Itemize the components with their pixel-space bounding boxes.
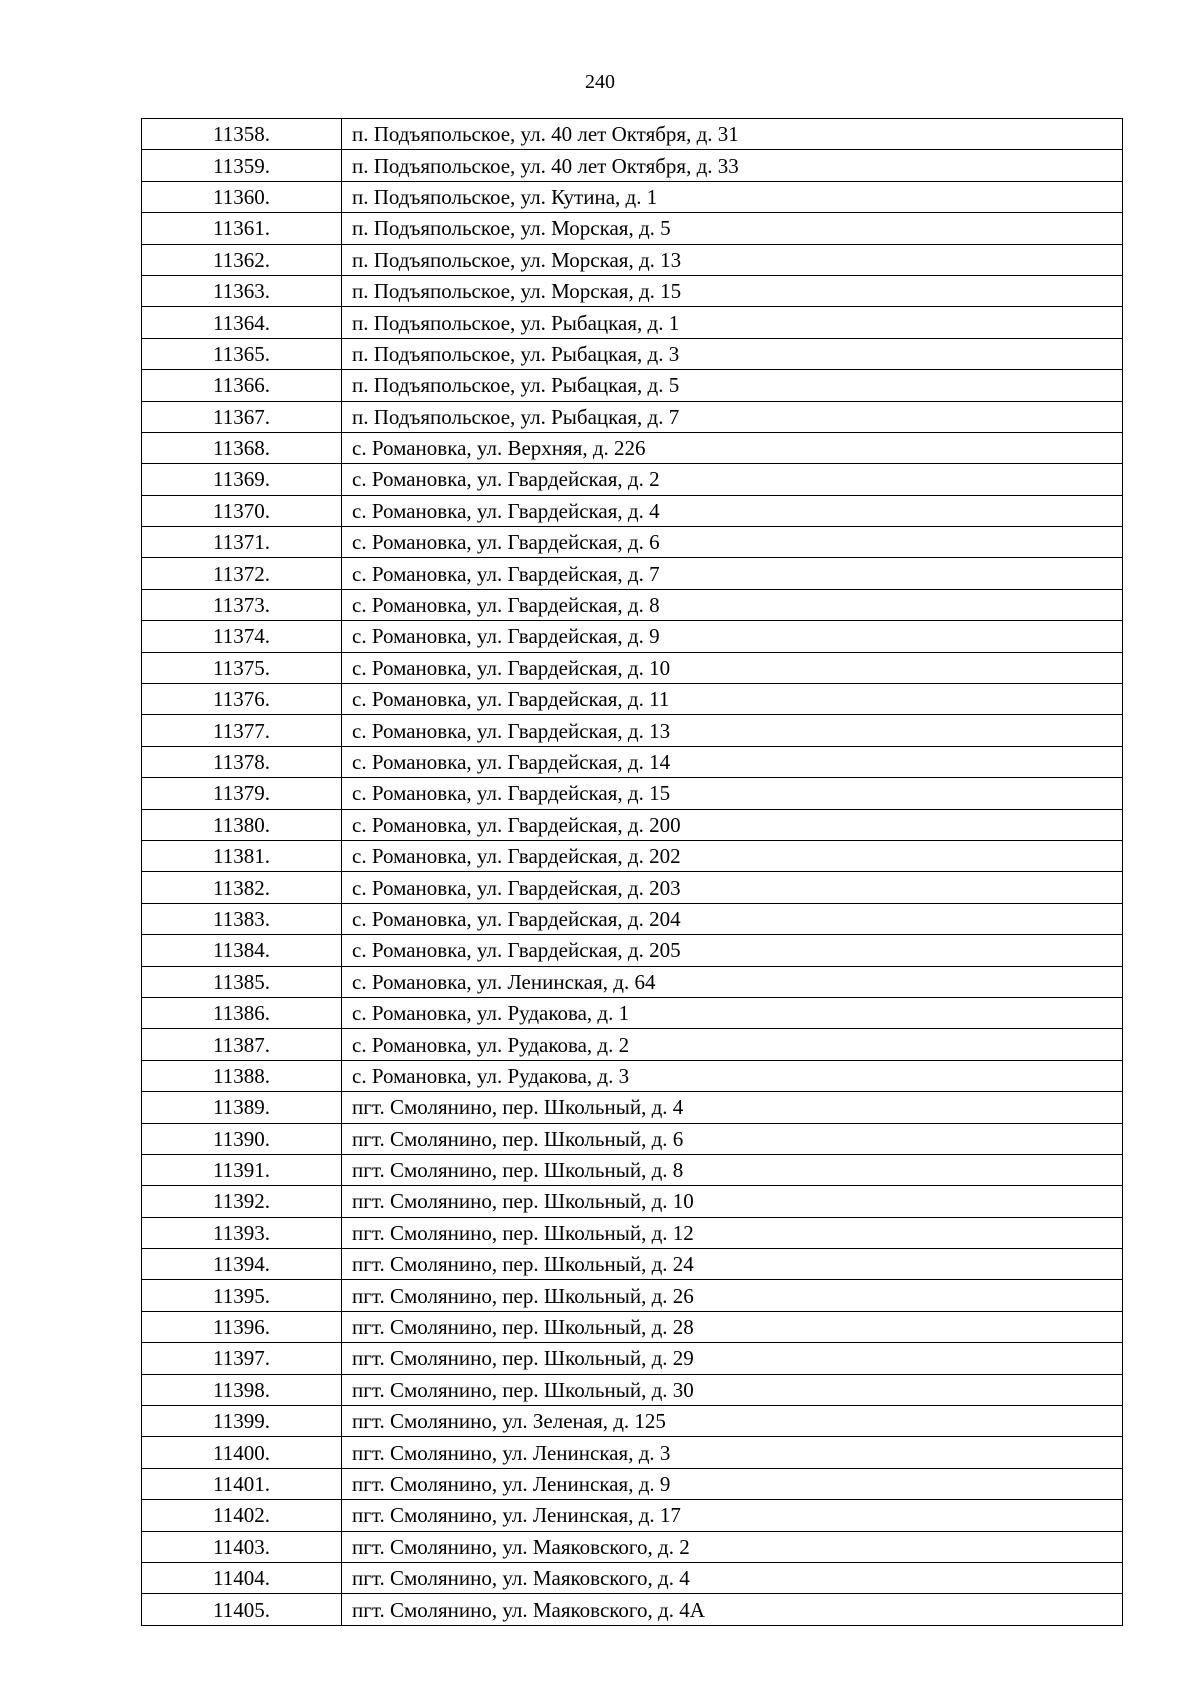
row-number-cell: 11359. (142, 150, 342, 181)
table-row (142, 1311, 1123, 1342)
address-cell: с. Романовка, ул. Гвардейская, д. 200 (342, 809, 1123, 840)
table-row (142, 684, 1123, 715)
row-number-cell: 11385. (142, 966, 342, 997)
page-number: 240 (585, 71, 615, 93)
address-cell: пгт. Смолянино, ул. Маяковского, д. 4 (342, 1562, 1123, 1593)
address-cell: с. Романовка, ул. Рудакова, д. 3 (342, 1060, 1123, 1091)
table-row (142, 181, 1123, 212)
address-cell: с. Романовка, ул. Гвардейская, д. 205 (342, 935, 1123, 966)
row-number-cell: 11360. (142, 181, 342, 212)
address-cell: пгт. Смолянино, пер. Школьный, д. 6 (342, 1123, 1123, 1154)
row-number-cell: 11381. (142, 840, 342, 871)
address-table (141, 118, 1123, 1626)
table-row (142, 1217, 1123, 1248)
table-row (142, 1186, 1123, 1217)
table-row (142, 275, 1123, 306)
address-cell: п. Подъяпольское, ул. Рыбацкая, д. 3 (342, 338, 1123, 369)
address-cell: п. Подъяпольское, ул. Рыбацкая, д. 5 (342, 370, 1123, 401)
address-cell: с. Романовка, ул. Рудакова, д. 1 (342, 997, 1123, 1028)
table-row (142, 244, 1123, 275)
address-cell: п. Подъяпольское, ул. Морская, д. 13 (342, 244, 1123, 275)
row-number-cell: 11398. (142, 1374, 342, 1405)
table-row (142, 1531, 1123, 1562)
row-number-cell: 11378. (142, 746, 342, 777)
table-row (142, 1437, 1123, 1468)
row-number-cell: 11386. (142, 997, 342, 1028)
row-number-cell: 11387. (142, 1029, 342, 1060)
address-cell: с. Романовка, ул. Ленинская, д. 64 (342, 966, 1123, 997)
address-cell: пгт. Смолянино, ул. Ленинская, д. 9 (342, 1468, 1123, 1499)
address-cell: пгт. Смолянино, пер. Школьный, д. 29 (342, 1343, 1123, 1374)
table-row (142, 1154, 1123, 1185)
address-cell: пгт. Смолянино, пер. Школьный, д. 8 (342, 1154, 1123, 1185)
address-cell: пгт. Смолянино, ул. Ленинская, д. 3 (342, 1437, 1123, 1468)
table-row (142, 715, 1123, 746)
address-cell: п. Подъяпольское, ул. 40 лет Октября, д. 31 (342, 119, 1123, 150)
row-number-cell: 11374. (142, 621, 342, 652)
table-row (142, 1374, 1123, 1405)
table-row (142, 464, 1123, 495)
row-number-cell: 11382. (142, 872, 342, 903)
table-row (142, 432, 1123, 463)
table-row (142, 1092, 1123, 1123)
row-number-cell: 11395. (142, 1280, 342, 1311)
address-cell: с. Романовка, ул. Гвардейская, д. 11 (342, 684, 1123, 715)
table-row (142, 1280, 1123, 1311)
table-row (142, 1562, 1123, 1593)
address-cell: с. Романовка, ул. Гвардейская, д. 202 (342, 840, 1123, 871)
address-cell: п. Подъяпольское, ул. Морская, д. 15 (342, 275, 1123, 306)
row-number-cell: 11392. (142, 1186, 342, 1217)
address-cell: с. Романовка, ул. Гвардейская, д. 6 (342, 527, 1123, 558)
table-row (142, 1343, 1123, 1374)
address-cell: с. Романовка, ул. Гвардейская, д. 7 (342, 558, 1123, 589)
row-number-cell: 11388. (142, 1060, 342, 1091)
table-row (142, 338, 1123, 369)
row-number-cell: 11376. (142, 684, 342, 715)
row-number-cell: 11389. (142, 1092, 342, 1123)
row-number-cell: 11369. (142, 464, 342, 495)
table-row (142, 746, 1123, 777)
address-cell: с. Романовка, ул. Рудакова, д. 2 (342, 1029, 1123, 1060)
address-cell: с. Романовка, ул. Верхняя, д. 226 (342, 432, 1123, 463)
address-cell: пгт. Смолянино, пер. Школьный, д. 10 (342, 1186, 1123, 1217)
row-number-cell: 11365. (142, 338, 342, 369)
row-number-cell: 11390. (142, 1123, 342, 1154)
row-number-cell: 11370. (142, 495, 342, 526)
table-row (142, 652, 1123, 683)
table-row (142, 1594, 1123, 1625)
table-row (142, 558, 1123, 589)
row-number-cell: 11405. (142, 1594, 342, 1625)
address-cell: с. Романовка, ул. Гвардейская, д. 13 (342, 715, 1123, 746)
table-row (142, 307, 1123, 338)
table-row (142, 966, 1123, 997)
row-number-cell: 11402. (142, 1500, 342, 1531)
address-cell: с. Романовка, ул. Гвардейская, д. 14 (342, 746, 1123, 777)
row-number-cell: 11396. (142, 1311, 342, 1342)
address-cell: пгт. Смолянино, пер. Школьный, д. 12 (342, 1217, 1123, 1248)
row-number-cell: 11403. (142, 1531, 342, 1562)
address-cell: пгт. Смолянино, ул. Маяковского, д. 2 (342, 1531, 1123, 1562)
table-row (142, 589, 1123, 620)
table-row (142, 809, 1123, 840)
address-cell: с. Романовка, ул. Гвардейская, д. 204 (342, 903, 1123, 934)
table-row (142, 150, 1123, 181)
row-number-cell: 11377. (142, 715, 342, 746)
row-number-cell: 11366. (142, 370, 342, 401)
table-row (142, 1468, 1123, 1499)
address-cell: пгт. Смолянино, ул. Ленинская, д. 17 (342, 1500, 1123, 1531)
row-number-cell: 11379. (142, 778, 342, 809)
row-number-cell: 11364. (142, 307, 342, 338)
table-row (142, 1500, 1123, 1531)
address-cell: п. Подъяпольское, ул. Рыбацкая, д. 7 (342, 401, 1123, 432)
row-number-cell: 11363. (142, 275, 342, 306)
row-number-cell: 11380. (142, 809, 342, 840)
row-number-cell: 11404. (142, 1562, 342, 1593)
address-cell: п. Подъяпольское, ул. Морская, д. 5 (342, 213, 1123, 244)
address-cell: пгт. Смолянино, пер. Школьный, д. 30 (342, 1374, 1123, 1405)
address-cell: с. Романовка, ул. Гвардейская, д. 203 (342, 872, 1123, 903)
row-number-cell: 11394. (142, 1249, 342, 1280)
table-row (142, 119, 1123, 150)
address-cell: с. Романовка, ул. Гвардейская, д. 10 (342, 652, 1123, 683)
address-cell: п. Подъяпольское, ул. Кутина, д. 1 (342, 181, 1123, 212)
table-row (142, 401, 1123, 432)
table-row (142, 997, 1123, 1028)
row-number-cell: 11361. (142, 213, 342, 244)
row-number-cell: 11367. (142, 401, 342, 432)
address-cell: пгт. Смолянино, пер. Школьный, д. 26 (342, 1280, 1123, 1311)
address-cell: с. Романовка, ул. Гвардейская, д. 4 (342, 495, 1123, 526)
address-cell: пгт. Смолянино, ул. Зеленая, д. 125 (342, 1406, 1123, 1437)
table-row (142, 1060, 1123, 1091)
row-number-cell: 11383. (142, 903, 342, 934)
row-number-cell: 11400. (142, 1437, 342, 1468)
row-number-cell: 11393. (142, 1217, 342, 1248)
table-row (142, 370, 1123, 401)
address-cell: пгт. Смолянино, пер. Школьный, д. 28 (342, 1311, 1123, 1342)
row-number-cell: 11372. (142, 558, 342, 589)
table-row (142, 778, 1123, 809)
row-number-cell: 11399. (142, 1406, 342, 1437)
row-number-cell: 11401. (142, 1468, 342, 1499)
table-row (142, 872, 1123, 903)
table-row (142, 495, 1123, 526)
address-cell: пгт. Смолянино, пер. Школьный, д. 24 (342, 1249, 1123, 1280)
row-number-cell: 11362. (142, 244, 342, 275)
table-row (142, 903, 1123, 934)
row-number-cell: 11375. (142, 652, 342, 683)
row-number-cell: 11371. (142, 527, 342, 558)
row-number-cell: 11358. (142, 119, 342, 150)
address-cell: пгт. Смолянино, пер. Школьный, д. 4 (342, 1092, 1123, 1123)
address-cell: пгт. Смолянино, ул. Маяковского, д. 4А (342, 1594, 1123, 1625)
address-cell: п. Подъяпольское, ул. Рыбацкая, д. 1 (342, 307, 1123, 338)
table-row (142, 621, 1123, 652)
row-number-cell: 11391. (142, 1154, 342, 1185)
row-number-cell: 11373. (142, 589, 342, 620)
table-row (142, 840, 1123, 871)
row-number-cell: 11368. (142, 432, 342, 463)
row-number-cell: 11384. (142, 935, 342, 966)
row-number-cell: 11397. (142, 1343, 342, 1374)
address-cell: с. Романовка, ул. Гвардейская, д. 8 (342, 589, 1123, 620)
address-cell: п. Подъяпольское, ул. 40 лет Октября, д. 33 (342, 150, 1123, 181)
table-row (142, 1029, 1123, 1060)
table-row (142, 527, 1123, 558)
address-cell: с. Романовка, ул. Гвардейская, д. 9 (342, 621, 1123, 652)
table-row (142, 935, 1123, 966)
address-cell: с. Романовка, ул. Гвардейская, д. 15 (342, 778, 1123, 809)
table-row (142, 1406, 1123, 1437)
address-table-body (142, 119, 1123, 1626)
table-row (142, 1249, 1123, 1280)
table-row (142, 213, 1123, 244)
table-row (142, 1123, 1123, 1154)
address-cell: с. Романовка, ул. Гвардейская, д. 2 (342, 464, 1123, 495)
